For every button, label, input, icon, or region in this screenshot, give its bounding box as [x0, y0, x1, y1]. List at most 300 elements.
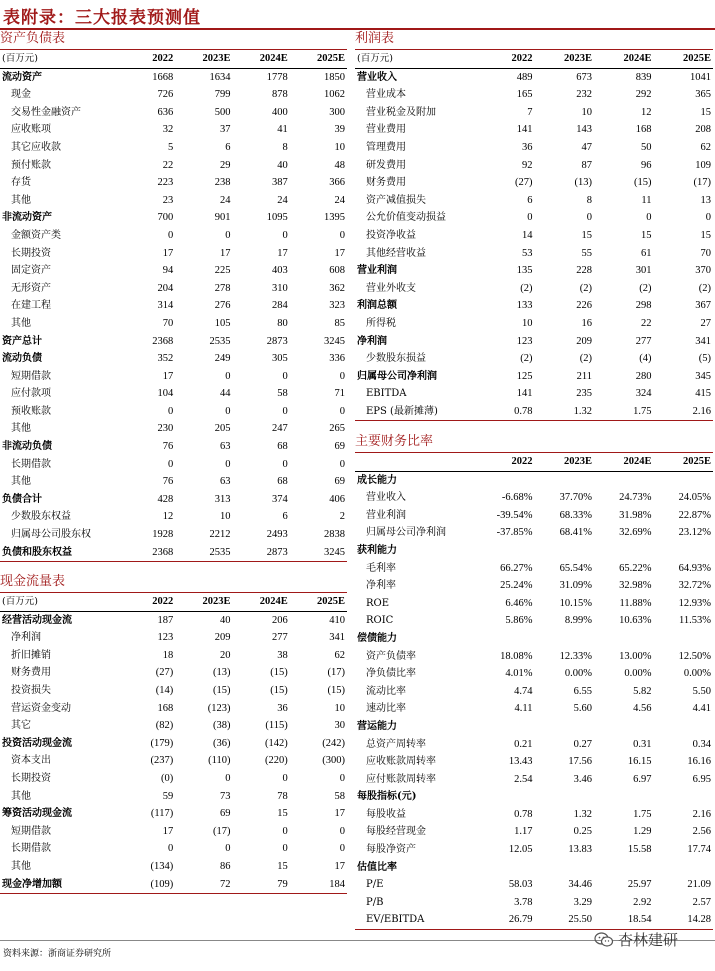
cell-value: 223 — [157, 177, 174, 189]
cell-value: 73 — [220, 790, 231, 802]
cell-value: 24 — [277, 194, 288, 206]
row-label: 成长能力 — [357, 474, 397, 486]
cell-value: 4.56 — [633, 703, 652, 715]
cell-value: (117) — [150, 808, 174, 820]
cell-value: 636 — [157, 106, 174, 118]
cell-value: 61 — [641, 247, 652, 259]
table-row — [355, 841, 713, 859]
table-end-rule — [0, 893, 347, 894]
cell-value: 3245 — [324, 335, 345, 347]
table-row — [355, 333, 713, 351]
cell-value: (220) — [265, 755, 288, 767]
cell-value: 10 — [581, 106, 592, 118]
cell-value: 78 — [277, 790, 288, 802]
column-header: 2023E — [202, 53, 231, 64]
cell-value: (15) — [270, 667, 288, 679]
row-label: 资本支出 — [11, 755, 51, 767]
column-header: 2025E — [316, 596, 345, 607]
row-label: 应付款项 — [11, 388, 51, 400]
cell-value: 36 — [277, 702, 288, 714]
cell-value: 17 — [277, 247, 288, 259]
table-row — [0, 456, 347, 474]
table-row — [0, 876, 347, 894]
cell-value: 168 — [635, 124, 652, 136]
cell-value: 70 — [700, 247, 711, 259]
cell-value: 232 — [576, 89, 592, 101]
row-label: 其他经营收益 — [366, 247, 426, 259]
row-label: 少数股东权益 — [11, 511, 71, 523]
table-row — [0, 526, 347, 544]
cell-value: 1778 — [266, 71, 288, 83]
cell-value: 17 — [334, 808, 345, 820]
cell-value: 0 — [282, 229, 288, 241]
table-row — [0, 139, 347, 157]
cell-value: 48 — [334, 159, 345, 171]
cell-value: 25.50 — [568, 914, 592, 926]
row-label: 管理费用 — [366, 141, 406, 153]
row-label: 在建工程 — [11, 300, 51, 312]
table-row — [0, 700, 347, 718]
row-label: 投资净收益 — [366, 229, 416, 241]
cell-value: 608 — [329, 265, 345, 277]
table-row — [355, 368, 713, 386]
cell-value: 500 — [214, 106, 231, 118]
cell-value: 17 — [334, 860, 345, 872]
cell-value: 6.95 — [692, 773, 711, 785]
cell-value: (82) — [155, 720, 174, 732]
cell-value: 0 — [225, 370, 231, 382]
row-label: 归属母公司净利润 — [366, 527, 446, 539]
table-row — [355, 771, 713, 789]
cell-value: 24.05% — [678, 492, 711, 504]
column-header: 2022 — [511, 53, 533, 64]
cell-value: 2368 — [152, 335, 174, 347]
table-row — [0, 664, 347, 682]
row-label: 现金 — [11, 89, 31, 101]
cash-flow-title: 现金流量表 — [0, 574, 66, 589]
cell-value: 6 — [527, 194, 533, 206]
unit-label: (百万元) — [2, 596, 38, 607]
table-row — [355, 630, 713, 648]
row-label: 营业费用 — [366, 124, 406, 136]
table-row — [0, 420, 347, 438]
ratios-panel — [355, 434, 713, 930]
row-label: 现金净增加额 — [2, 878, 62, 890]
cell-value: 230 — [157, 423, 174, 435]
cell-value: 235 — [576, 388, 592, 400]
cell-value: 38 — [277, 649, 288, 661]
row-label: 营业税金及附加 — [366, 106, 436, 118]
cell-value: 24 — [334, 194, 345, 206]
cell-value — [654, 630, 714, 648]
cell-value: 415 — [695, 388, 711, 400]
row-label: 研发费用 — [366, 159, 406, 171]
cell-value: 16.15 — [627, 756, 652, 768]
row-label: 营业收入 — [357, 71, 397, 83]
row-label: 偿债能力 — [357, 632, 397, 644]
cell-value: 228 — [576, 265, 592, 277]
table-row — [0, 385, 347, 403]
cell-value: (179) — [150, 737, 174, 749]
title-divider — [0, 28, 715, 30]
cell-value: 0 — [586, 212, 592, 224]
cell-value: (15) — [634, 177, 652, 189]
cell-value: 284 — [272, 300, 288, 312]
source-note: 资料来源：浙商证券研究所 — [3, 949, 112, 959]
column-header: 2023E — [202, 596, 231, 607]
row-label: 无形资产 — [11, 282, 51, 294]
cell-value: 66.27% — [500, 562, 533, 574]
table-row — [0, 280, 347, 298]
cell-value: 700 — [157, 212, 174, 224]
cell-value: 63 — [220, 476, 231, 488]
cell-value: 31.98% — [619, 509, 652, 521]
cell-value: -6.68% — [501, 492, 533, 504]
cell-value: 0.00% — [683, 668, 711, 680]
cell-value: 0 — [339, 458, 345, 470]
cell-value: 12 — [641, 106, 652, 118]
cell-value: 0 — [225, 772, 231, 784]
table-row — [0, 350, 347, 368]
cell-value: 16.16 — [687, 756, 711, 768]
row-label: 固定资产 — [11, 265, 51, 277]
cell-value: 10 — [334, 702, 345, 714]
cell-value: 2.57 — [692, 896, 711, 908]
row-label: 存货 — [11, 177, 31, 189]
cell-value — [475, 471, 535, 489]
cell-value: 41 — [277, 124, 288, 136]
cell-value: 5.86% — [505, 615, 533, 627]
row-label: 交易性金融资产 — [11, 106, 81, 118]
table-row — [355, 806, 713, 824]
cell-value: 4.74 — [514, 685, 533, 697]
cell-value: 23 — [162, 194, 174, 206]
cell-value: 1.17 — [514, 826, 533, 838]
cell-value: 104 — [157, 388, 174, 400]
cell-value: 18.54 — [627, 914, 652, 926]
table-row — [355, 648, 713, 666]
cell-value: (2) — [579, 282, 592, 294]
cell-value: (115) — [265, 720, 288, 732]
cell-value: 1.75 — [633, 405, 652, 417]
income-statement-table — [355, 50, 713, 420]
cell-value: 23.12% — [678, 527, 711, 539]
table-row — [0, 473, 347, 491]
cell-value: 12.50% — [678, 650, 711, 662]
cell-value: 352 — [157, 353, 174, 365]
cell-value: 17 — [334, 247, 345, 259]
cell-value: 80 — [277, 317, 288, 329]
cell-value: 7 — [527, 106, 533, 118]
cash-flow-panel — [0, 574, 347, 894]
column-header: 2023E — [563, 456, 592, 467]
row-label: 预收账款 — [11, 405, 51, 417]
row-label: 毛利率 — [366, 562, 396, 574]
row-label: 其他 — [11, 317, 31, 329]
row-label: 估值比率 — [357, 861, 397, 873]
column-header: 2025E — [682, 456, 711, 467]
cell-value: 71 — [334, 388, 345, 400]
row-label: 筹资活动现金流 — [2, 808, 72, 820]
cell-value: 69 — [334, 441, 345, 453]
cell-value: 400 — [272, 106, 288, 118]
row-label: P/E — [366, 879, 384, 891]
cell-value: 39 — [334, 124, 345, 136]
cell-value: 72 — [220, 878, 231, 890]
table-row — [0, 752, 347, 770]
row-label: 其它 — [11, 720, 31, 732]
cell-value: 64.93% — [678, 562, 711, 574]
cell-value: 40 — [277, 159, 288, 171]
cell-value: 2493 — [266, 529, 288, 541]
cell-value: 265 — [329, 423, 345, 435]
table-row — [355, 139, 713, 157]
cell-value: 1395 — [324, 212, 345, 224]
cell-value: 403 — [272, 265, 288, 277]
row-label: 其他 — [11, 423, 31, 435]
cell-value: (36) — [213, 737, 231, 749]
cell-value: 276 — [214, 300, 231, 312]
table-row — [355, 471, 713, 489]
wechat-icon — [594, 932, 614, 948]
cell-value: 0 — [339, 229, 345, 241]
table-row — [0, 840, 347, 858]
cell-value: 238 — [214, 177, 231, 189]
cell-value: 141 — [516, 124, 533, 136]
cell-value: 12.93% — [678, 597, 711, 609]
cell-value: 50 — [641, 141, 652, 153]
cell-value: 2.16 — [692, 808, 711, 820]
cell-value: -39.54% — [496, 509, 533, 521]
cell-value: 209 — [576, 335, 592, 347]
cell-value: 1.75 — [633, 808, 652, 820]
table-row — [355, 577, 713, 595]
cell-value: 209 — [214, 632, 231, 644]
column-header: 2025E — [316, 53, 345, 64]
row-label: EV/EBITDA — [366, 914, 425, 926]
cell-value: 69 — [220, 808, 231, 820]
cell-value: 76 — [162, 476, 174, 488]
table-row — [355, 894, 713, 912]
table-row — [0, 735, 347, 753]
table-row — [0, 368, 347, 386]
cell-value: 1062 — [324, 89, 345, 101]
row-label: 公允价值变动损益 — [366, 212, 446, 224]
cell-value: 2.56 — [692, 826, 711, 838]
cell-value: 10 — [522, 317, 533, 329]
cell-value: 17 — [162, 370, 174, 382]
cell-value: 6 — [225, 141, 231, 153]
cell-value: 18.08% — [500, 650, 533, 662]
row-label: 其他 — [11, 476, 31, 488]
cell-value: 1.32 — [573, 808, 592, 820]
row-label: 流动资产 — [2, 71, 42, 83]
cell-value: 0 — [168, 405, 174, 417]
table-row — [0, 491, 347, 509]
cell-value: 0.34 — [692, 738, 711, 750]
cell-value: 143 — [576, 124, 592, 136]
row-label: 营业收入 — [366, 492, 406, 504]
cell-value: (0) — [161, 772, 174, 784]
cell-value: 4.11 — [514, 703, 533, 715]
unit-label — [355, 453, 475, 471]
cell-value: 345 — [695, 370, 711, 382]
table-row — [0, 823, 347, 841]
cell-value — [594, 859, 654, 877]
cell-value: 25.97 — [627, 879, 652, 891]
table-row — [355, 68, 713, 86]
cell-value: 165 — [516, 89, 533, 101]
table-header-row — [0, 50, 347, 68]
table-row — [0, 227, 347, 245]
cell-value: 2 — [339, 511, 345, 523]
cell-value — [535, 471, 595, 489]
cell-value: 10.63% — [619, 615, 652, 627]
cell-value: 68.41% — [559, 527, 592, 539]
row-label: 其他 — [11, 194, 31, 206]
table-row — [355, 157, 713, 175]
table-row — [355, 350, 713, 368]
row-label: 负债和股东权益 — [2, 546, 72, 558]
cell-value: 70 — [162, 317, 174, 329]
table-row — [355, 262, 713, 280]
row-label: 资产减值损失 — [366, 194, 426, 206]
cell-value: 0 — [225, 405, 231, 417]
cell-value: 125 — [516, 370, 533, 382]
row-label: P/B — [366, 896, 384, 908]
cell-value: (27) — [155, 667, 174, 679]
table-row — [0, 508, 347, 526]
cell-value: 277 — [635, 335, 652, 347]
cell-value: (4) — [639, 353, 652, 365]
cell-value: 12.05 — [508, 844, 533, 856]
table-row — [355, 245, 713, 263]
cell-value: 15 — [641, 229, 652, 241]
cell-value: 85 — [334, 317, 345, 329]
cell-value: 0.27 — [573, 738, 592, 750]
row-label: 经营活动现金流 — [2, 614, 72, 626]
column-header: 2023E — [563, 53, 592, 64]
cell-value: 901 — [214, 212, 231, 224]
balance-sheet-table — [0, 50, 347, 561]
cell-value: 310 — [272, 282, 288, 294]
cell-value: 673 — [576, 71, 592, 83]
table-row — [355, 612, 713, 630]
table-row — [355, 560, 713, 578]
cell-value: 24.73% — [619, 492, 652, 504]
row-label: 资产总计 — [2, 335, 42, 347]
cell-value: 32.72% — [678, 580, 711, 592]
table-row — [0, 157, 347, 175]
cell-value: 32.69% — [619, 527, 652, 539]
cell-value: 22.87% — [678, 509, 711, 521]
row-label: 净利润 — [11, 632, 41, 644]
cell-value: 0 — [168, 229, 174, 241]
table-row — [0, 438, 347, 456]
cell-value: 15 — [581, 229, 592, 241]
cell-value: 10 — [334, 141, 345, 153]
cell-value: 8.99% — [564, 615, 592, 627]
cell-value: 300 — [329, 106, 345, 118]
cell-value: 0.78 — [514, 808, 533, 820]
cell-value: 34.46 — [568, 879, 592, 891]
cell-value: 324 — [635, 388, 652, 400]
table-row — [355, 911, 713, 929]
cell-value: 0 — [339, 405, 345, 417]
cell-value: 20 — [220, 649, 231, 661]
cell-value: 30 — [334, 720, 345, 732]
cell-value: 0.00% — [624, 668, 652, 680]
table-row — [0, 315, 347, 333]
row-label: 投资损失 — [11, 684, 51, 696]
cell-value: 133 — [516, 300, 533, 312]
cell-value: 92 — [522, 159, 533, 171]
row-label: 营运资金变动 — [11, 702, 71, 714]
cell-value: 0 — [339, 772, 345, 784]
cell-value: 225 — [214, 265, 231, 277]
table-row — [0, 262, 347, 280]
cell-value: 21.09 — [687, 879, 711, 891]
cell-value: 0.31 — [633, 738, 652, 750]
cell-value: 22 — [162, 159, 174, 171]
cell-value: 726 — [157, 89, 174, 101]
cell-value: 55 — [581, 247, 592, 259]
table-row — [355, 192, 713, 210]
cell-value: 374 — [272, 493, 288, 505]
table-row — [0, 68, 347, 86]
table-row — [0, 245, 347, 263]
column-header: 2025E — [682, 53, 711, 64]
table-row — [0, 805, 347, 823]
cell-value: 323 — [329, 300, 345, 312]
table-row — [0, 858, 347, 876]
cell-value: 226 — [576, 300, 592, 312]
cell-value: 76 — [162, 441, 174, 453]
row-label: 长期借款 — [11, 458, 51, 470]
unit-label: (百万元) — [2, 53, 38, 64]
cell-value: 94 — [162, 265, 174, 277]
cell-value: 341 — [329, 632, 345, 644]
cell-value: 86 — [220, 860, 231, 872]
cell-value — [475, 859, 535, 877]
unit-label: (百万元) — [357, 53, 393, 64]
column-header: 2024E — [623, 53, 652, 64]
cell-value: (15) — [270, 684, 288, 696]
cell-value: 0 — [339, 825, 345, 837]
page-title: 表附录：三大报表预测值 — [3, 8, 201, 28]
cell-value: 68.33% — [559, 509, 592, 521]
cell-value: 1928 — [152, 529, 174, 541]
cell-value: 17 — [162, 247, 174, 259]
table-row — [355, 859, 713, 877]
cell-value: 79 — [277, 878, 288, 890]
table-row — [0, 209, 347, 227]
table-row — [355, 385, 713, 403]
cell-value: 16 — [581, 317, 592, 329]
cell-value — [535, 718, 595, 736]
cell-value: (110) — [208, 755, 231, 767]
cell-value: 40 — [220, 614, 231, 626]
table-row — [0, 629, 347, 647]
cell-value: 0 — [339, 370, 345, 382]
cell-value: 428 — [157, 493, 174, 505]
cell-value: 2.92 — [633, 896, 652, 908]
cell-value — [654, 859, 714, 877]
column-header: 2024E — [259, 596, 288, 607]
cell-value: 878 — [272, 89, 288, 101]
cell-value: 2838 — [324, 529, 345, 541]
cell-value: 3.78 — [514, 896, 533, 908]
